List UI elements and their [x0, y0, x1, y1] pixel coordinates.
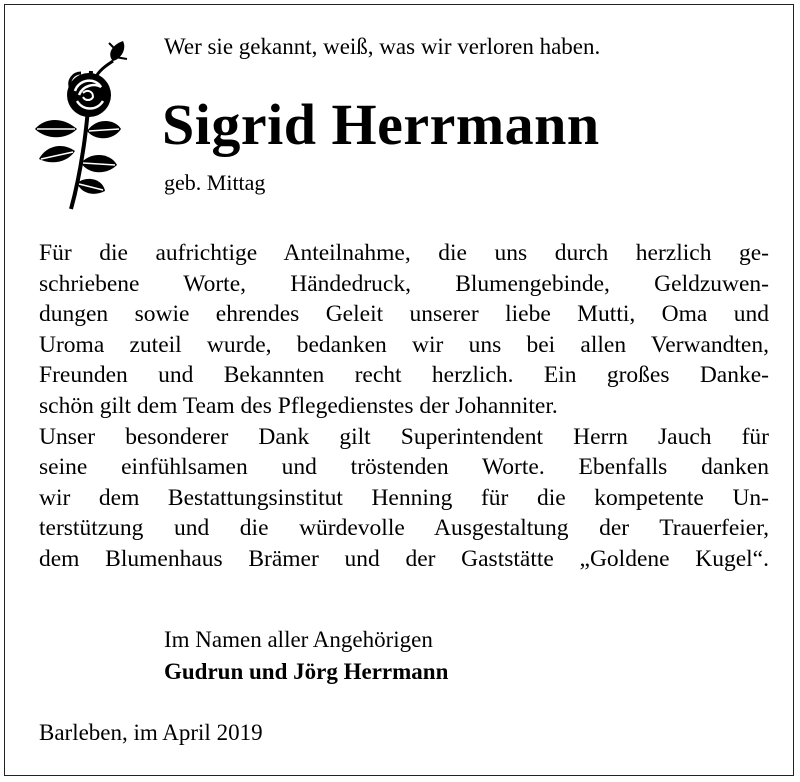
body-line: wir dem Bestattungsinstitut Henning für die kompetente Un- — [39, 484, 769, 511]
body-line: terstützung und die würdevolle Ausgestaltung der Trauerfeier, — [39, 515, 769, 542]
place-date: Barleben, im April 2019 — [39, 720, 263, 745]
obituary-notice — [4, 4, 794, 776]
closing-phrase: Im Namen aller Angehörigen — [164, 627, 433, 652]
signers: Gudrun und Jörg Herrmann — [164, 659, 449, 684]
body-line: schön gilt dem Team des Pflegedienstes der Johanniter. — [39, 392, 558, 419]
body-line: dungen sowie ehrendes Geleit unserer liebe Mutti, Oma und — [39, 301, 769, 328]
deceased-name: Sigrid Herrmann — [162, 92, 600, 157]
birth-name: geb. Mittag — [164, 170, 266, 195]
body-line: Freunden und Bekannten recht herzlich. Ein großes Danke- — [39, 362, 769, 389]
body-line: schriebene Worte, Händedruck, Blumengebinde, Geldzuwen- — [39, 270, 769, 297]
body-line: dem Blumenhaus Brämer und der Gaststätte „Goldene Kugel“. — [39, 545, 769, 572]
motto-text: Wer sie gekannt, weiß, was wir verloren haben. — [164, 34, 601, 59]
body-line: Für die aufrichtige Anteilnahme, die uns durch herzlich ge- — [39, 240, 769, 266]
body-line: seine einfühlsamen und tröstenden Worte. Ebenfalls danken — [39, 454, 769, 481]
rose-icon — [31, 31, 131, 211]
body-line: Uroma zuteil wurde, bedanken wir uns bei allen Verwandten, — [39, 331, 769, 358]
body-line: Unser besonderer Dank gilt Superintendent Herrn Jauch für — [39, 423, 769, 450]
thank-you-text — [39, 238, 769, 575]
